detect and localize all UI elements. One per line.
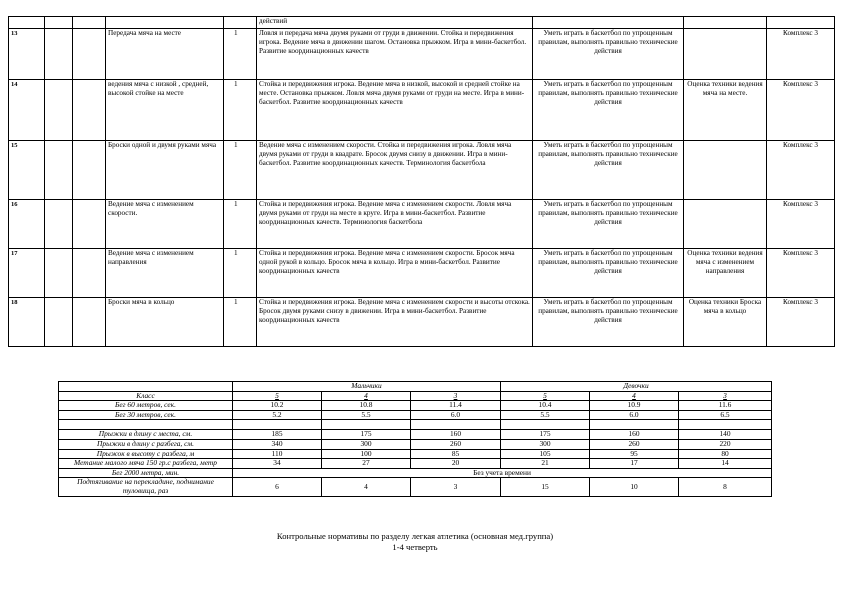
norm-value: 80 (679, 449, 772, 459)
norm-label: Бег 2000 метра, мин. (59, 468, 233, 478)
norm-value: 11.4 (411, 401, 501, 411)
boys-header: Мальчики (233, 382, 501, 392)
empty-cell (411, 420, 501, 430)
norm-value: 6.5 (679, 410, 772, 420)
norm-value: 3 (411, 478, 501, 496)
lesson-topic: Броски мяча в кольцо (106, 298, 224, 347)
norm-value: 6.0 (411, 410, 501, 420)
lesson-homework: Комплекс 3 (767, 80, 835, 141)
table-row (9, 200, 835, 249)
lesson-content: Стойка и передвижения игрока. Ведение мяча в низкой, высокой и средней стойке на месте. Остановка прыжком. Ловля мяча двумя руками от груди на месте. Игра в мини-баскетбол. Развитие координационных качеств (257, 80, 533, 141)
cell-homework (767, 17, 835, 29)
norm-value: 140 (679, 430, 772, 440)
cell-content: действий (257, 17, 533, 29)
empty-cell (233, 420, 322, 430)
norm-value: 95 (590, 449, 679, 459)
cell-fact-date (73, 200, 106, 249)
norm-value: 8 (679, 478, 772, 496)
norm-value: 105 (501, 449, 590, 459)
cell-plan-date (45, 141, 73, 200)
lesson-hours: 1 (224, 249, 257, 298)
norm-label: Бег 60 метров, сек. (59, 401, 233, 411)
norms-table (58, 381, 772, 497)
cell-requirements (533, 17, 684, 29)
table-row (9, 17, 835, 29)
caption-title: Контрольные нормативы по разделу легкая атлетика (основная мед.группа) (276, 531, 554, 541)
lesson-control: Оценка техники Броска мяча в кольцо (684, 298, 767, 347)
table-row-empty (59, 420, 772, 430)
norm-value: 160 (590, 430, 679, 440)
norm-value: 110 (233, 449, 322, 459)
empty-cell (59, 420, 233, 430)
lesson-topic: ведения мяча с низкой , средней, высокой стойке на месте (106, 80, 224, 141)
norm-value: 10.8 (322, 401, 411, 411)
norm-value: 340 (233, 439, 322, 449)
lesson-requirements: Уметь играть в баскетбол по упрощенным правилам, выполнять правильно технические действия (533, 200, 684, 249)
lesson-content: Стойка и передвижения игрока. Ведение мяча с изменением скорости. Ловля мяча двумя руками от груди на месте в круге. Игра в мини-баскетбол. Развитие координационных качеств. Терминология баскетбола (257, 200, 533, 249)
norms-caption (150, 531, 680, 553)
grade-header: 4 (590, 391, 679, 401)
cell-topic (106, 17, 224, 29)
empty-cell (501, 420, 590, 430)
lesson-hours: 1 (224, 298, 257, 347)
table-row (59, 439, 772, 449)
norm-value: 10.9 (590, 401, 679, 411)
norm-value: 21 (501, 459, 590, 469)
empty-cell (679, 420, 772, 430)
lesson-requirements: Уметь играть в баскетбол по упрощенным правилам, выполнять правильно технические действия (533, 141, 684, 200)
cell-plan-date (45, 249, 73, 298)
lesson-number: 18 (9, 298, 45, 347)
table-row (9, 298, 835, 347)
norm-value: 15 (501, 478, 590, 496)
table-row (9, 80, 835, 141)
lesson-control (684, 200, 767, 249)
lesson-topic: Передача мяча на месте (106, 29, 224, 80)
norm-value: 20 (411, 459, 501, 469)
table-row (59, 401, 772, 411)
norm-value: 85 (411, 449, 501, 459)
lesson-number: 17 (9, 249, 45, 298)
lesson-number: 13 (9, 29, 45, 80)
norm-value: 260 (411, 439, 501, 449)
cell-plan-date (45, 298, 73, 347)
norm-value: 4 (322, 478, 411, 496)
lesson-homework: Комплекс 3 (767, 298, 835, 347)
lesson-homework: Комплекс 3 (767, 29, 835, 80)
cell-plan-date (45, 29, 73, 80)
class-label: Класс (59, 391, 233, 401)
table-row (59, 410, 772, 420)
cell-fact-date (73, 249, 106, 298)
norm-value: 175 (501, 430, 590, 440)
table-row (59, 459, 772, 469)
norm-span-value: Без учета времени (233, 468, 772, 478)
norm-value: 185 (233, 430, 322, 440)
norm-value: 27 (322, 459, 411, 469)
norm-value: 6 (233, 478, 322, 496)
cell-plan-date (45, 17, 73, 29)
norm-value: 10 (590, 478, 679, 496)
norm-value: 14 (679, 459, 772, 469)
norm-value: 17 (590, 459, 679, 469)
lesson-hours: 1 (224, 80, 257, 141)
norm-value: 260 (590, 439, 679, 449)
norm-label: Прыжок в высоту с разбега, м (59, 449, 233, 459)
cell-fact-date (73, 17, 106, 29)
norms-corner-cell (59, 382, 233, 392)
empty-cell (590, 420, 679, 430)
lesson-requirements: Уметь играть в баскетбол по упрощенным правилам, выполнять правильно технические действия (533, 298, 684, 347)
lesson-hours: 1 (224, 141, 257, 200)
caption-period: 1-4 четверть (392, 542, 438, 552)
lesson-topic: Броски одной и двумя руками мяча (106, 141, 224, 200)
cell-fact-date (73, 29, 106, 80)
table-row (59, 478, 772, 496)
lesson-topic: Ведение мяча с изменением направления (106, 249, 224, 298)
grade-header: 5 (233, 391, 322, 401)
norm-value: 175 (322, 430, 411, 440)
lesson-requirements: Уметь играть в баскетбол по упрощенным правилам, выполнять правильно технические действия (533, 249, 684, 298)
norm-value: 220 (679, 439, 772, 449)
lesson-hours: 1 (224, 200, 257, 249)
lesson-content: Стойка и передвижения игрока. Ведение мяча с изменением скорости и высоты отскока. Бросок двумя руками снизу в движении. Игра в мини-баскетбол. Развитие координационных качеств (257, 298, 533, 347)
norm-value: 5.5 (501, 410, 590, 420)
lesson-content: Стойка и передвижения игрока. Ведение мяча с изменением скорости. Бросок мяча одной рукой в кольцо. Бросок мяча в кольцо. Игра в мини-баскетбол. Развитие координационных качеств (257, 249, 533, 298)
lesson-number: 16 (9, 200, 45, 249)
lesson-control (684, 141, 767, 200)
grade-header: 3 (411, 391, 501, 401)
lesson-homework: Комплекс 3 (767, 141, 835, 200)
lesson-control (684, 29, 767, 80)
norm-label: Бег 30 метров, сек. (59, 410, 233, 420)
table-row (9, 249, 835, 298)
lesson-content: Ловля и передача мяча двумя руками от груди в движении. Стойка и передвижения игрока. Ведение мяча в движении шагом. Остановка прыжком. Игра в мини-баскетбол. Развитие координационных качеств (257, 29, 533, 80)
table-row (9, 29, 835, 80)
lesson-requirements: Уметь играть в баскетбол по упрощенным правилам, выполнять правильно технические действия (533, 29, 684, 80)
lesson-hours: 1 (224, 29, 257, 80)
norm-label: Подтягивание на перекладине, поднимание туловища, раз (59, 478, 233, 496)
norm-value: 5.2 (233, 410, 322, 420)
grade-header: 4 (322, 391, 411, 401)
norm-value: 300 (322, 439, 411, 449)
cell-control (684, 17, 767, 29)
table-row (9, 141, 835, 200)
cell-num (9, 17, 45, 29)
grade-header: 3 (679, 391, 772, 401)
cell-fact-date (73, 80, 106, 141)
lesson-plan-table (8, 16, 835, 347)
lesson-homework: Комплекс 3 (767, 249, 835, 298)
lesson-number: 14 (9, 80, 45, 141)
grade-header: 5 (501, 391, 590, 401)
norm-value: 100 (322, 449, 411, 459)
norm-value: 10.2 (233, 401, 322, 411)
cell-fact-date (73, 141, 106, 200)
lesson-requirements: Уметь играть в баскетбол по упрощенным правилам, выполнять правильно технические действия (533, 80, 684, 141)
lesson-topic: Ведение мяча с изменением скорости. (106, 200, 224, 249)
lesson-control: Оценка техники ведения мяча с изменением направления (684, 249, 767, 298)
cell-plan-date (45, 200, 73, 249)
norm-value: 34 (233, 459, 322, 469)
lesson-number: 15 (9, 141, 45, 200)
lesson-control: Оценка техники ведения мяча на месте. (684, 80, 767, 141)
girls-header: Девочки (501, 382, 772, 392)
norm-value: 10.4 (501, 401, 590, 411)
norm-label: Прыжки в длину с разбега, см. (59, 439, 233, 449)
cell-hours (224, 17, 257, 29)
empty-cell (322, 420, 411, 430)
lesson-homework: Комплекс 3 (767, 200, 835, 249)
norm-value: 5.5 (322, 410, 411, 420)
norm-label: Метание малого мяча 150 гр.с разбега, метр (59, 459, 233, 469)
norm-value: 300 (501, 439, 590, 449)
cell-plan-date (45, 80, 73, 141)
lesson-content: Ведение мяча с изменением скорости. Стойка и передвижения игрока. Ловля мяча двумя руками от груди в квадрате. Бросок двумя снизу в движении. Игра в мини-баскетбол. Развитие координационных качеств. Терминология баскетбола (257, 141, 533, 200)
norms-group-row (59, 382, 772, 392)
norm-label: Прыжки в длину с места, см. (59, 430, 233, 440)
cell-fact-date (73, 298, 106, 347)
norm-value: 160 (411, 430, 501, 440)
norm-value: 6.0 (590, 410, 679, 420)
norm-value: 11.6 (679, 401, 772, 411)
